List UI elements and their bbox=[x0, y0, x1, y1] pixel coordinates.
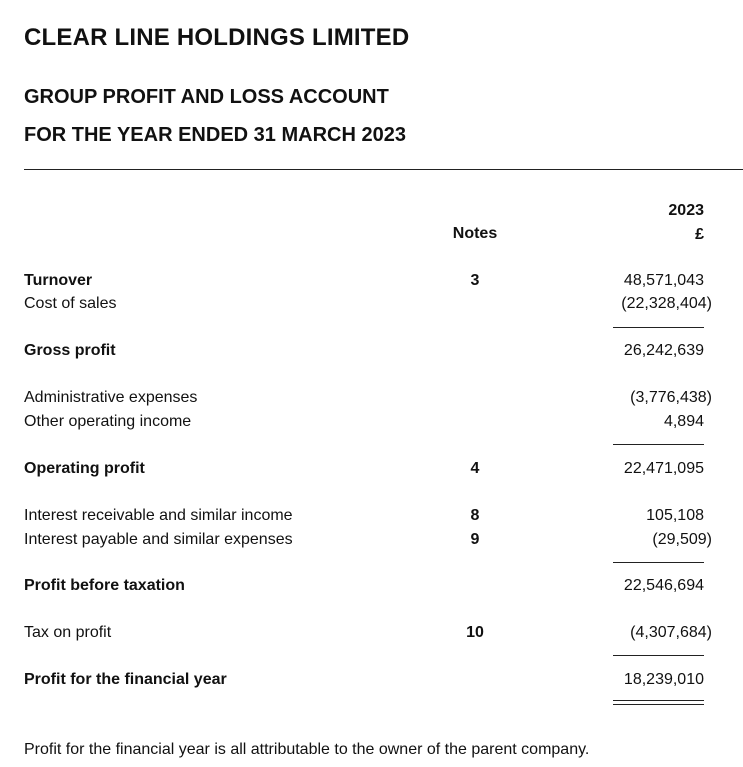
row-label: Gross profit bbox=[24, 342, 116, 359]
row-amount: 22,471,095 bbox=[623, 460, 704, 477]
row-administrative-expenses bbox=[24, 389, 712, 411]
row-tax-on-profit bbox=[24, 624, 712, 646]
footnote: Profit for the financial year is all attributable to the owner of the parent company. bbox=[24, 741, 590, 758]
currency-column-header: £ bbox=[695, 226, 704, 243]
subtotal-rule bbox=[613, 444, 704, 445]
total-double-rule bbox=[613, 700, 704, 705]
row-amount: (3,776,438) bbox=[630, 389, 712, 406]
row-gross-profit bbox=[24, 342, 712, 364]
notes-column-header: Notes bbox=[452, 225, 498, 242]
row-note: 3 bbox=[470, 272, 480, 289]
row-label: Profit for the financial year bbox=[24, 671, 227, 688]
row-label: Turnover bbox=[24, 272, 93, 289]
row-note: 4 bbox=[470, 460, 480, 477]
row-label: Interest receivable and similar income bbox=[24, 507, 293, 524]
row-label: Other operating income bbox=[24, 413, 192, 430]
row-amount: 18,239,010 bbox=[623, 671, 704, 688]
row-amount: 26,242,639 bbox=[623, 342, 704, 359]
subtotal-rule bbox=[613, 655, 704, 656]
row-label: Cost of sales bbox=[24, 295, 117, 312]
row-label: Interest payable and similar expenses bbox=[24, 531, 293, 548]
row-turnover bbox=[24, 272, 712, 294]
row-amount: 105,108 bbox=[646, 507, 704, 524]
header-rule bbox=[24, 169, 743, 170]
row-amount: 22,546,694 bbox=[623, 577, 704, 594]
row-operating-profit bbox=[24, 460, 712, 482]
subtotal-rule bbox=[613, 562, 704, 563]
row-label: Profit before taxation bbox=[24, 577, 185, 594]
row-amount: 48,571,043 bbox=[623, 272, 704, 289]
statement-title: GROUP PROFIT AND LOSS ACCOUNT bbox=[24, 86, 389, 108]
row-amount: (22,328,404) bbox=[621, 295, 712, 312]
row-amount: (29,509) bbox=[652, 531, 712, 548]
row-profit-before-taxation bbox=[24, 577, 712, 599]
row-amount: 4,894 bbox=[663, 413, 704, 430]
row-amount: (4,307,684) bbox=[630, 624, 712, 641]
row-other-operating-income bbox=[24, 413, 712, 435]
row-label: Tax on profit bbox=[24, 624, 112, 641]
row-note: 10 bbox=[466, 624, 484, 641]
statement-period: FOR THE YEAR ENDED 31 MARCH 2023 bbox=[24, 124, 406, 146]
row-profit-for-year bbox=[24, 671, 712, 693]
row-label: Operating profit bbox=[24, 460, 145, 477]
row-label: Administrative expenses bbox=[24, 389, 198, 406]
row-note: 9 bbox=[470, 531, 480, 548]
year-column-header: 2023 bbox=[668, 202, 704, 219]
row-interest-payable bbox=[24, 531, 712, 553]
row-cost-of-sales bbox=[24, 295, 712, 317]
subtotal-rule bbox=[613, 327, 704, 328]
company-name: CLEAR LINE HOLDINGS LIMITED bbox=[24, 24, 410, 51]
row-interest-receivable bbox=[24, 507, 712, 529]
row-note: 8 bbox=[470, 507, 480, 524]
